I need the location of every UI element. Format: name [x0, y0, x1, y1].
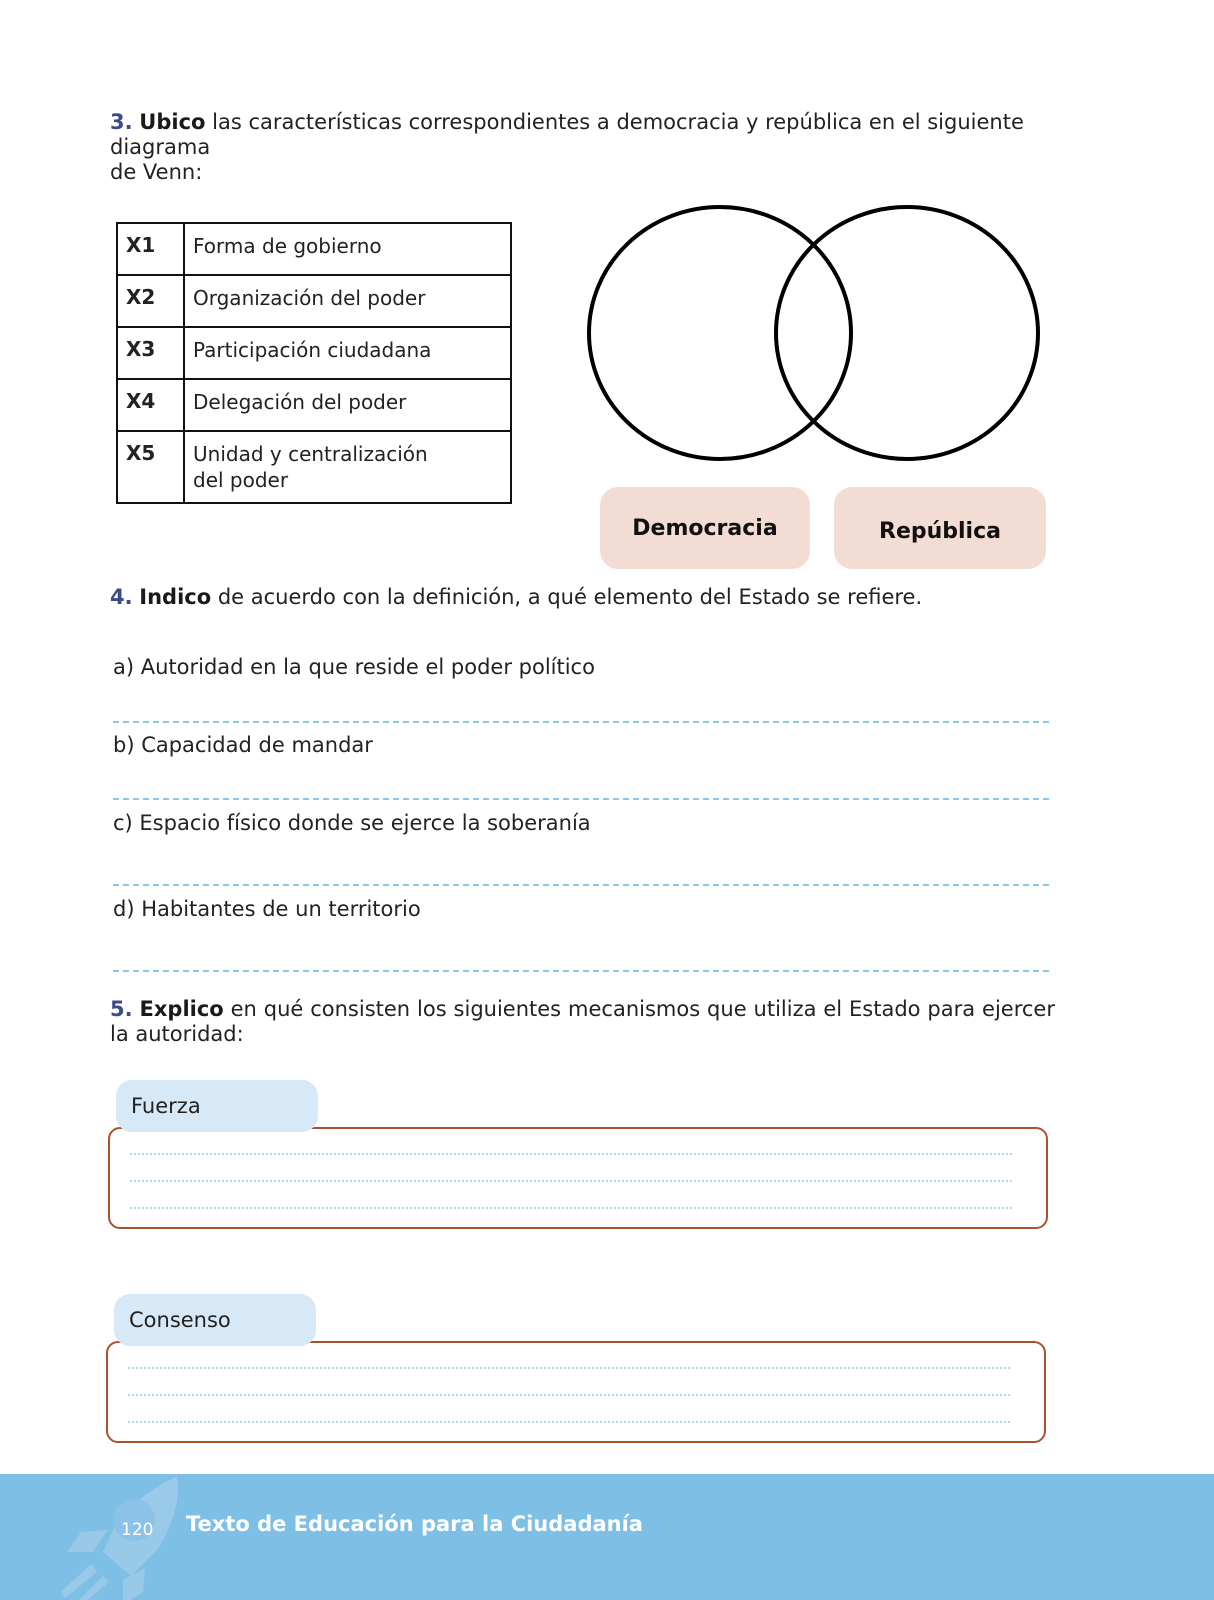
question-5-text: en qué consisten los siguientes mecanismos que utiliza el Estado para ejercer la autoridad:	[110, 997, 1055, 1046]
table-code: X1	[117, 223, 184, 275]
rocket-icon	[45, 1474, 195, 1600]
dotted-line	[130, 1180, 1012, 1182]
question-4-item-c: c) Espacio físico donde se ejerce la soberanía	[113, 811, 591, 835]
dotted-line	[130, 1207, 1012, 1209]
question-5-verb: Explico	[139, 997, 224, 1021]
venn-circle-republica[interactable]	[776, 207, 1038, 459]
question-4-verb: Indico	[139, 585, 212, 609]
question-4-title	[110, 585, 1070, 610]
venn-label-democracia: Democracia	[600, 487, 810, 569]
question-4-item-d: d) Habitantes de un territorio	[113, 897, 421, 921]
mechanism-tab-fuerza: Fuerza	[116, 1080, 318, 1132]
dotted-line	[130, 1153, 1012, 1155]
question-3-title	[110, 110, 1070, 185]
characteristics-table	[116, 222, 512, 504]
dotted-line	[128, 1394, 1010, 1396]
table-row	[117, 379, 511, 431]
question-3-text-line2: de Venn:	[110, 160, 203, 184]
table-row	[117, 223, 511, 275]
table-row	[117, 275, 511, 327]
question-4-item-b: b) Capacidad de mandar	[113, 733, 373, 757]
book-title: Texto de Educación para la Ciudadanía	[186, 1512, 643, 1536]
dotted-line	[128, 1421, 1010, 1423]
answer-line-c[interactable]	[113, 884, 1049, 886]
answer-box-consenso[interactable]	[106, 1341, 1046, 1443]
answer-line-d[interactable]	[113, 970, 1049, 972]
table-code: X5	[117, 431, 184, 503]
table-description: Forma de gobierno	[184, 223, 511, 275]
table-description: Organización del poder	[184, 275, 511, 327]
dotted-line	[128, 1367, 1010, 1369]
page-number: 120	[121, 1520, 154, 1540]
question-4-text: de acuerdo con la definición, a qué elemento del Estado se refiere.	[211, 585, 923, 609]
question-4-number: 4.	[110, 585, 133, 609]
table-description: Delegación del poder	[184, 379, 511, 431]
table-row	[117, 431, 511, 503]
table-description	[184, 431, 511, 503]
table-row	[117, 327, 511, 379]
answer-box-fuerza[interactable]	[108, 1127, 1048, 1229]
table-code: X3	[117, 327, 184, 379]
question-3-text: las características correspondientes a democracia y república en el siguiente diagrama	[110, 110, 1024, 159]
table-code: X4	[117, 379, 184, 431]
answer-line-a[interactable]	[113, 721, 1049, 723]
venn-label-republica: República	[834, 487, 1046, 569]
answer-line-b[interactable]	[113, 798, 1049, 800]
question-4-item-a: a) Autoridad en la que reside el poder político	[113, 655, 595, 679]
question-3-verb: Ubico	[139, 110, 206, 134]
question-5-number: 5.	[110, 997, 133, 1021]
table-description-line1: Unidad y centralización	[193, 442, 428, 466]
page-footer	[0, 1474, 1214, 1600]
question-5-title	[110, 997, 1055, 1047]
mechanism-tab-consenso: Consenso	[114, 1294, 316, 1346]
venn-diagram[interactable]	[570, 195, 1060, 477]
question-3-number: 3.	[110, 110, 133, 134]
table-description-line2: del poder	[193, 468, 289, 492]
table-code: X2	[117, 275, 184, 327]
table-description: Participación ciudadana	[184, 327, 511, 379]
